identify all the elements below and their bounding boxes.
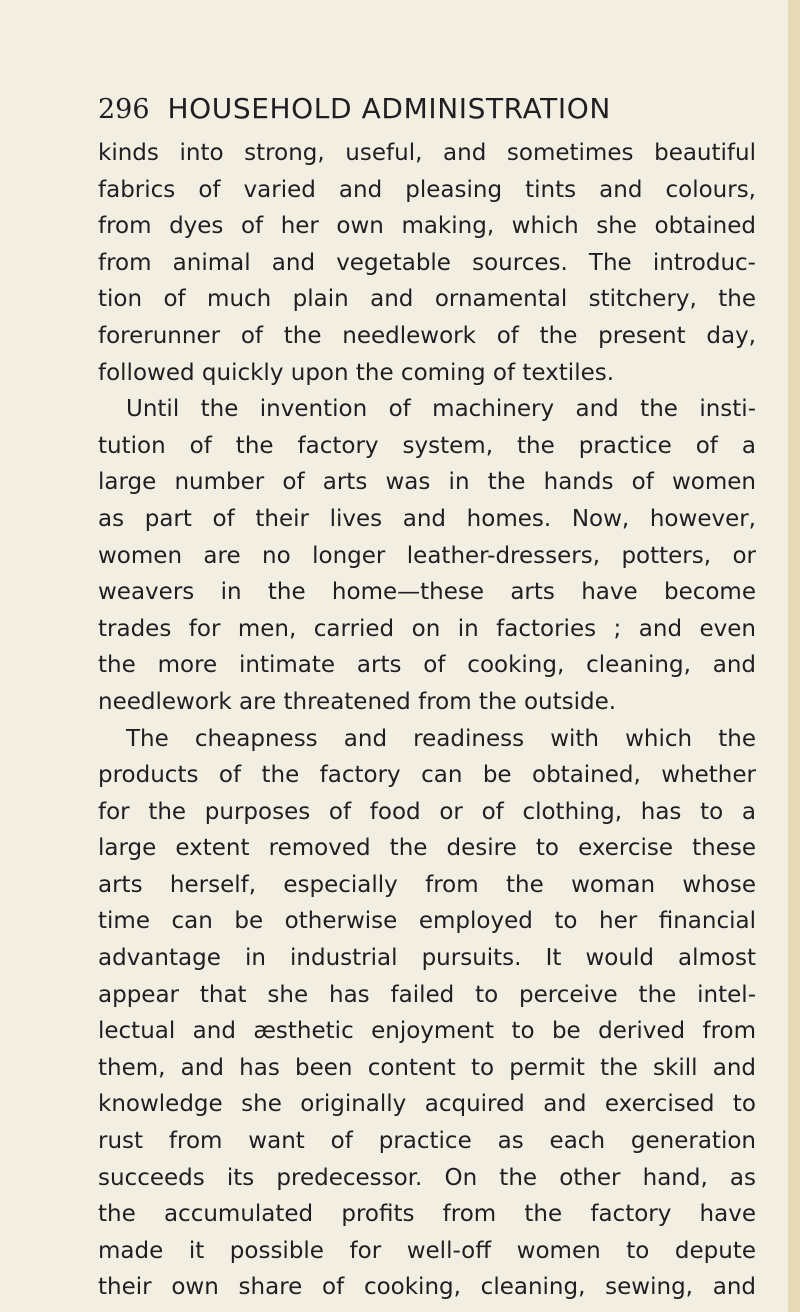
- text-line: knowledge she originally acquired and exercised to: [98, 1091, 756, 1118]
- text-line: followed quickly upon the coming of textiles.: [98, 359, 615, 386]
- text-line: tution of the factory system, the practice of a: [98, 432, 756, 459]
- text-line: arts herself, especially from the woman whose: [98, 871, 756, 898]
- page-number: 296: [98, 94, 150, 125]
- body-text: [98, 135, 756, 1306]
- text-line: as part of their lives and homes. Now, however,: [98, 505, 756, 532]
- text-line: forerunner of the needlework of the present day,: [98, 322, 756, 349]
- text-line: fabrics of varied and pleasing tints and colours,: [98, 176, 756, 203]
- text-line: advantage in industrial pursuits. It would almost: [98, 945, 756, 972]
- text-line: for the purposes of food or of clothing, has to a: [98, 798, 756, 825]
- running-title: HOUSEHOLD ADMINISTRATION: [167, 92, 611, 125]
- text-line: kinds into strong, useful, and sometimes beautiful: [98, 140, 756, 166]
- page-header: [98, 91, 611, 127]
- text-line: large number of arts was in the hands of women: [98, 469, 756, 496]
- text-line: needlework are threatened from the outside.: [98, 688, 617, 715]
- text-line: from dyes of her own making, which she obtained: [98, 213, 756, 240]
- text-line: appear that she has failed to perceive the intel-: [98, 981, 756, 1008]
- text-line: lectual and æsthetic enjoyment to be derived from: [98, 1018, 756, 1045]
- text-line: tion of much plain and ornamental stitchery, the: [98, 286, 756, 313]
- text-line: The cheapness and readiness with which the: [126, 725, 756, 752]
- text-line: time can be otherwise employed to her financial: [98, 908, 756, 935]
- text-line: Until the invention of machinery and the insti-: [126, 396, 756, 423]
- text-line: trades for men, carried on in factories ; and even: [98, 615, 756, 642]
- text-line: the more intimate arts of cooking, cleaning, and: [98, 652, 756, 679]
- text-line: women are no longer leather-dressers, potters, or: [98, 542, 756, 569]
- text-line: succeeds its predecessor. On the other hand, as: [98, 1164, 756, 1191]
- text-line: the accumulated profits from the factory have: [98, 1201, 756, 1228]
- text-line: made it possible for well-off women to depute: [98, 1237, 756, 1264]
- text-line: their own share of cooking, cleaning, sewing, and: [98, 1274, 756, 1301]
- text-line: from animal and vegetable sources. The introduc-: [98, 249, 756, 276]
- text-line: large extent removed the desire to exercise these: [98, 835, 756, 862]
- text-line: rust from want of practice as each generation: [98, 1128, 756, 1155]
- text-line: them, and has been content to permit the skill and: [98, 1054, 756, 1081]
- text-line: products of the factory can be obtained, whether: [98, 762, 756, 789]
- text-line: weavers in the home—these arts have become: [98, 579, 756, 606]
